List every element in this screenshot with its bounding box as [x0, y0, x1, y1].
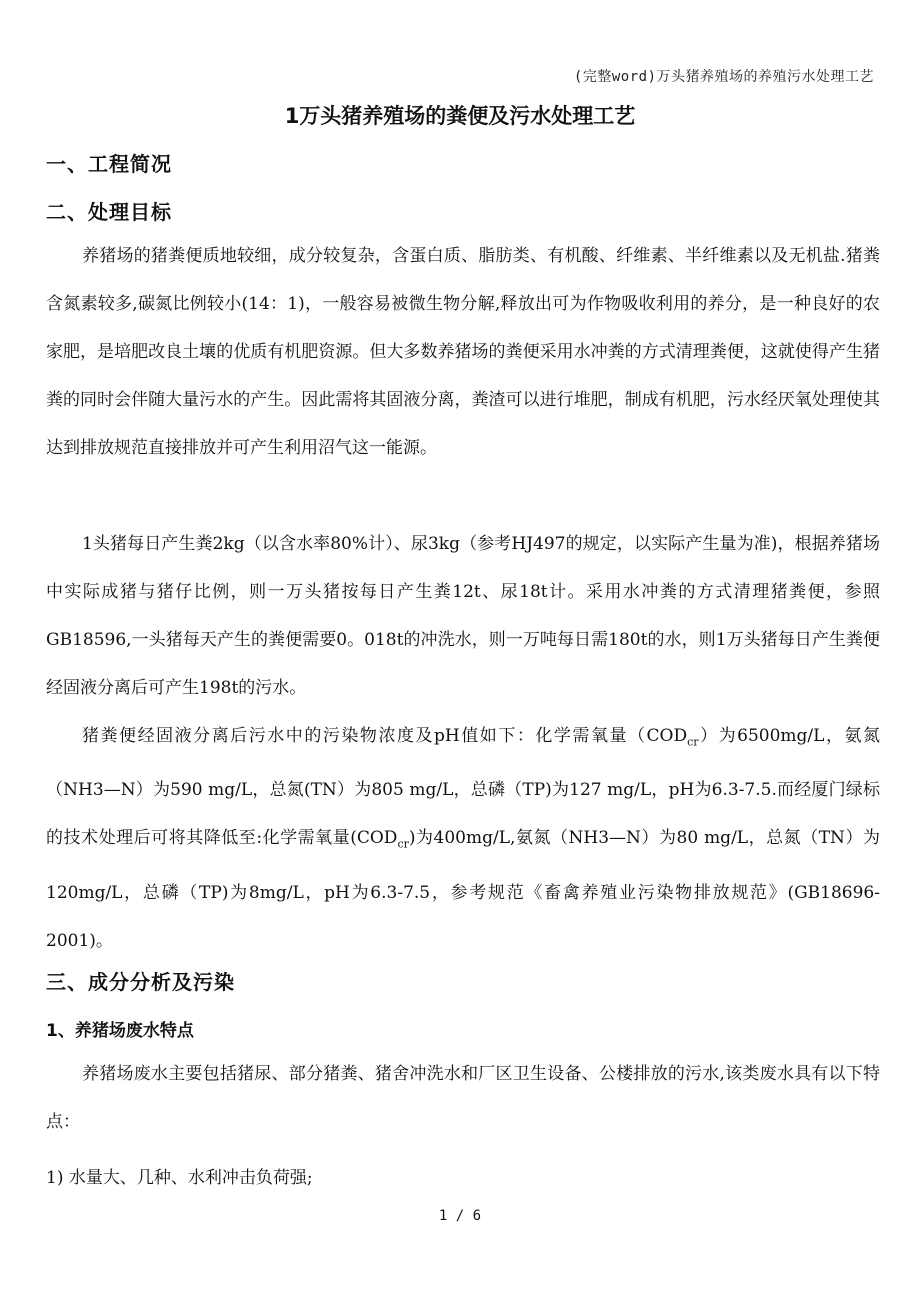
paragraph-manure-properties: 养猪场的猪粪便质地较细，成分较复杂，含蛋白质、脂肪类、有机酸、纤维素、半纤维素以及无机盐.猪粪含氮素较多,碳氮比例较小(14：1)，一般容易被微生物分解,释放出可为作物吸收利用的养分，是一种良好的农家肥，是培肥改良土壤的优质有机肥资源。但大多数养猪场的粪便采用水冲粪的方式清理粪便，这就使得产生猪粪的同时会伴随大量污水的产生。因此需将其固液分离，粪渣可以进行堆肥，制成有机肥，污水经厌氧处理使其达到排放规范直接排放并可产生利用沼气这一能源。: [46, 246, 880, 458]
document-title: 1万头猪养殖场的粪便及污水处理工艺: [284, 104, 636, 128]
section-heading-goals: 二、处理目标: [46, 200, 172, 224]
page-number: 1 / 6: [438, 1208, 482, 1224]
cod-subscript: cr: [397, 837, 409, 851]
subsection-heading-wastewater-features: 1、养猪场废水特点: [46, 1021, 194, 1041]
section-heading-analysis: 三、成分分析及污染: [46, 970, 235, 994]
running-header: (完整word)万头猪养殖场的养殖污水处理工艺: [573, 69, 874, 85]
paragraph-pollutant-concentration: [46, 712, 880, 965]
paragraph-text-part-1: 猪粪便经固液分离后污水中的污染物浓度及pH值如下：化学需氧量（COD: [82, 726, 688, 746]
paragraph-wastewater-sources: 养猪场废水主要包括猪尿、部分猪粪、猪舍冲洗水和厂区卫生设备、公楼排放的污水,该类废水具有以下特点：: [46, 1064, 880, 1132]
list-item-1: 1) 水量大、几种、水利冲击负荷强;: [46, 1168, 313, 1188]
section-heading-overview: 一、工程简况: [46, 152, 172, 176]
paragraph-text-part-3: )为400mg/L,氨氮（NH3—N）为80 mg/L，总氮（TN）为120mg/L，总磷（TP)为8mg/L，pH为6.3-7.5，参考规范《畜禽养殖业污染物排放规范》(GB18696-2001)。: [46, 828, 880, 951]
paragraph-text-part-2: ）为6500mg/L，氨氮（NH3—N）为590 mg/L，总氮(TN）为805 mg/L，总磷（TP)为127 mg/L，pH为6.3-7.5.而经厦门绿标的技术处理后可将其降低至:化学需氧量(COD: [46, 726, 880, 849]
paragraph-manure-quantity: 1头猪每日产生粪2kg（以含水率80%计）、尿3kg（参考HJ497的规定，以实际产生量为准)，根据养猪场中实际成猪与猪仔比例，则一万头猪按每日产生粪12t、尿18t计。采用水冲粪的方式清理猪粪便，参照GB18596,一头猪每天产生的粪便需要0。018t的冲洗水，则一万吨每日需180t的水，则1万头猪每日产生粪便经固液分离后可产生198t的污水。: [46, 534, 880, 698]
cod-subscript: cr: [687, 735, 699, 749]
